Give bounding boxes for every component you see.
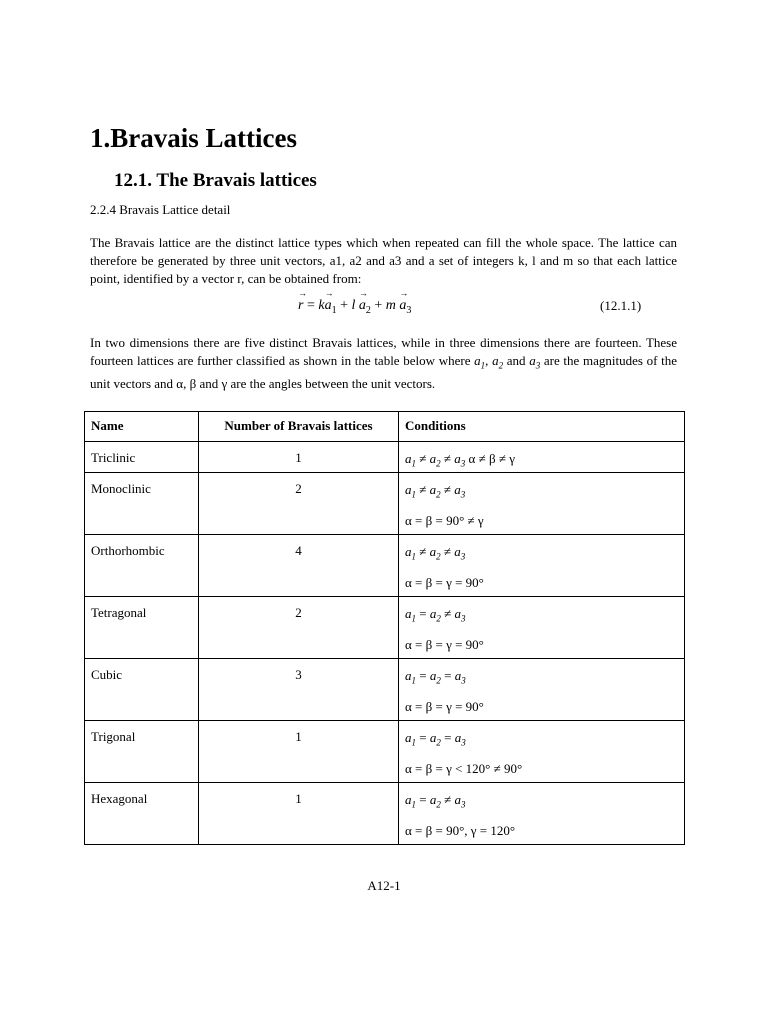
lattice-name-cell: Trigonal bbox=[85, 721, 199, 783]
table-row bbox=[85, 659, 685, 721]
condition-line: α = β = 90° ≠ γ bbox=[405, 513, 484, 528]
equation-sub-2: 2 bbox=[365, 304, 371, 316]
table-row bbox=[85, 721, 685, 783]
condition-line: α = β = γ = 90° bbox=[405, 637, 484, 652]
equation-equals: = bbox=[306, 298, 315, 313]
condition-line: $a_1 = a_2 = a_3$ bbox=[405, 730, 466, 748]
condition-line: $a_1 \ne a_2 \ne a_3$ bbox=[405, 482, 466, 500]
lattice-count-cell: 1 bbox=[199, 721, 399, 783]
lattice-conditions-cell bbox=[399, 535, 685, 597]
symbol-a1: a bbox=[474, 353, 481, 368]
lattice-name-cell: Orthorhombic bbox=[85, 535, 199, 597]
symbol-a3: a bbox=[529, 353, 536, 368]
header-name: Name bbox=[85, 412, 199, 442]
page-number: A12-1 bbox=[367, 878, 401, 893]
symbol-a2-sub: 2 bbox=[498, 360, 504, 371]
bravais-lattice-table bbox=[84, 411, 685, 845]
lattice-count-cell: 4 bbox=[199, 535, 399, 597]
lattice-conditions-cell bbox=[399, 659, 685, 721]
paragraph-separator: , bbox=[485, 353, 493, 368]
condition-line: $a_1 = a_2 = a_3$ bbox=[405, 668, 466, 686]
lattice-count-cell: 1 bbox=[199, 783, 399, 845]
equation-number: (12.1.1) bbox=[600, 298, 642, 313]
lattice-conditions-cell bbox=[399, 473, 685, 535]
lattice-count-cell: 1 bbox=[199, 442, 399, 473]
condition-line: α = β = γ < 120° ≠ 90° bbox=[405, 761, 523, 776]
table-row bbox=[85, 442, 685, 473]
equation-coef-m: m bbox=[385, 298, 396, 313]
paragraph-text-part-3: are the magnitudes of the unit vectors and α, β and γ are the angles between the unit vectors. bbox=[90, 353, 677, 391]
header-count: Number of Bravais lattices bbox=[199, 412, 399, 442]
lattice-name-cell: Cubic bbox=[85, 659, 199, 721]
condition-line: $a_1 \ne a_2 \ne a_3$ α ≠ β ≠ γ bbox=[405, 451, 515, 469]
condition-line: $a_1 = a_2 \ne a_3$ bbox=[405, 606, 466, 624]
lattice-conditions-cell bbox=[399, 442, 685, 473]
table-header bbox=[85, 412, 685, 442]
symbol-a3-sub: 3 bbox=[535, 360, 541, 371]
table-row bbox=[85, 535, 685, 597]
condition-line: $a_1 \ne a_2 \ne a_3$ bbox=[405, 544, 466, 562]
equation-vector-a3: → a bbox=[399, 298, 406, 314]
equation-plus-1: + bbox=[340, 298, 348, 313]
symbol-a1-sub: 1 bbox=[480, 360, 486, 371]
condition-line: α = β = γ = 90° bbox=[405, 699, 484, 714]
condition-line: $a_1 = a_2 \ne a_3$ bbox=[405, 792, 466, 810]
lattice-count-cell: 2 bbox=[199, 597, 399, 659]
lattice-name-cell: Triclinic bbox=[85, 442, 199, 473]
subsection-label: 2.2.4 Bravais Lattice detail bbox=[90, 202, 231, 217]
paragraph-text-part-1: In two dimensions there are five distinct Bravais lattices, while in three dimensions there are fourteen. These fourteen lattices are further classified as shown in the table below where bbox=[90, 335, 677, 368]
equation-sub-3: 3 bbox=[406, 304, 412, 316]
lattice-conditions-cell bbox=[399, 597, 685, 659]
equation-plus-2: + bbox=[374, 298, 383, 313]
equation-vector-a1: → a bbox=[325, 298, 332, 314]
classification-paragraph bbox=[90, 334, 677, 393]
page-title: 1.Bravais Lattices bbox=[90, 123, 297, 153]
table-row bbox=[85, 473, 685, 535]
lattice-name-cell: Monoclinic bbox=[85, 473, 199, 535]
lattice-count-cell: 3 bbox=[199, 659, 399, 721]
table-row bbox=[85, 783, 685, 845]
equation-vector-a2: → a bbox=[359, 298, 366, 314]
lattice-conditions-cell bbox=[399, 783, 685, 845]
lattice-name-cell: Hexagonal bbox=[85, 783, 199, 845]
table-body bbox=[85, 442, 685, 845]
equation-lhs: → r bbox=[298, 298, 303, 314]
lattice-name-cell: Tetragonal bbox=[85, 597, 199, 659]
symbol-a2: a bbox=[492, 353, 499, 368]
intro-paragraph: The Bravais lattice are the distinct lattice types which when repeated can fill the whole space. The lattice can therefore be generated by three unit vectors, a1, a2 and a3 and a set of integers k, l and m so that each lattice point, identified by a vector r, can be obtained from: bbox=[90, 235, 677, 286]
equation-coef-l: l bbox=[351, 298, 356, 313]
condition-line: α = β = 90°, γ = 120° bbox=[405, 823, 516, 838]
header-conditions: Conditions bbox=[399, 412, 685, 442]
lattice-count-cell: 2 bbox=[199, 473, 399, 535]
lattice-conditions-cell bbox=[399, 721, 685, 783]
lattice-equation bbox=[298, 298, 411, 316]
section-heading: 12.1. The Bravais lattices bbox=[114, 170, 317, 191]
equation-sub-1: 1 bbox=[331, 304, 337, 316]
table-row bbox=[85, 597, 685, 659]
table-header-row bbox=[85, 412, 685, 442]
paragraph-text-part-2: and bbox=[503, 353, 530, 368]
condition-line: α = β = γ = 90° bbox=[405, 575, 484, 590]
equation-coef-k: k bbox=[318, 298, 325, 313]
